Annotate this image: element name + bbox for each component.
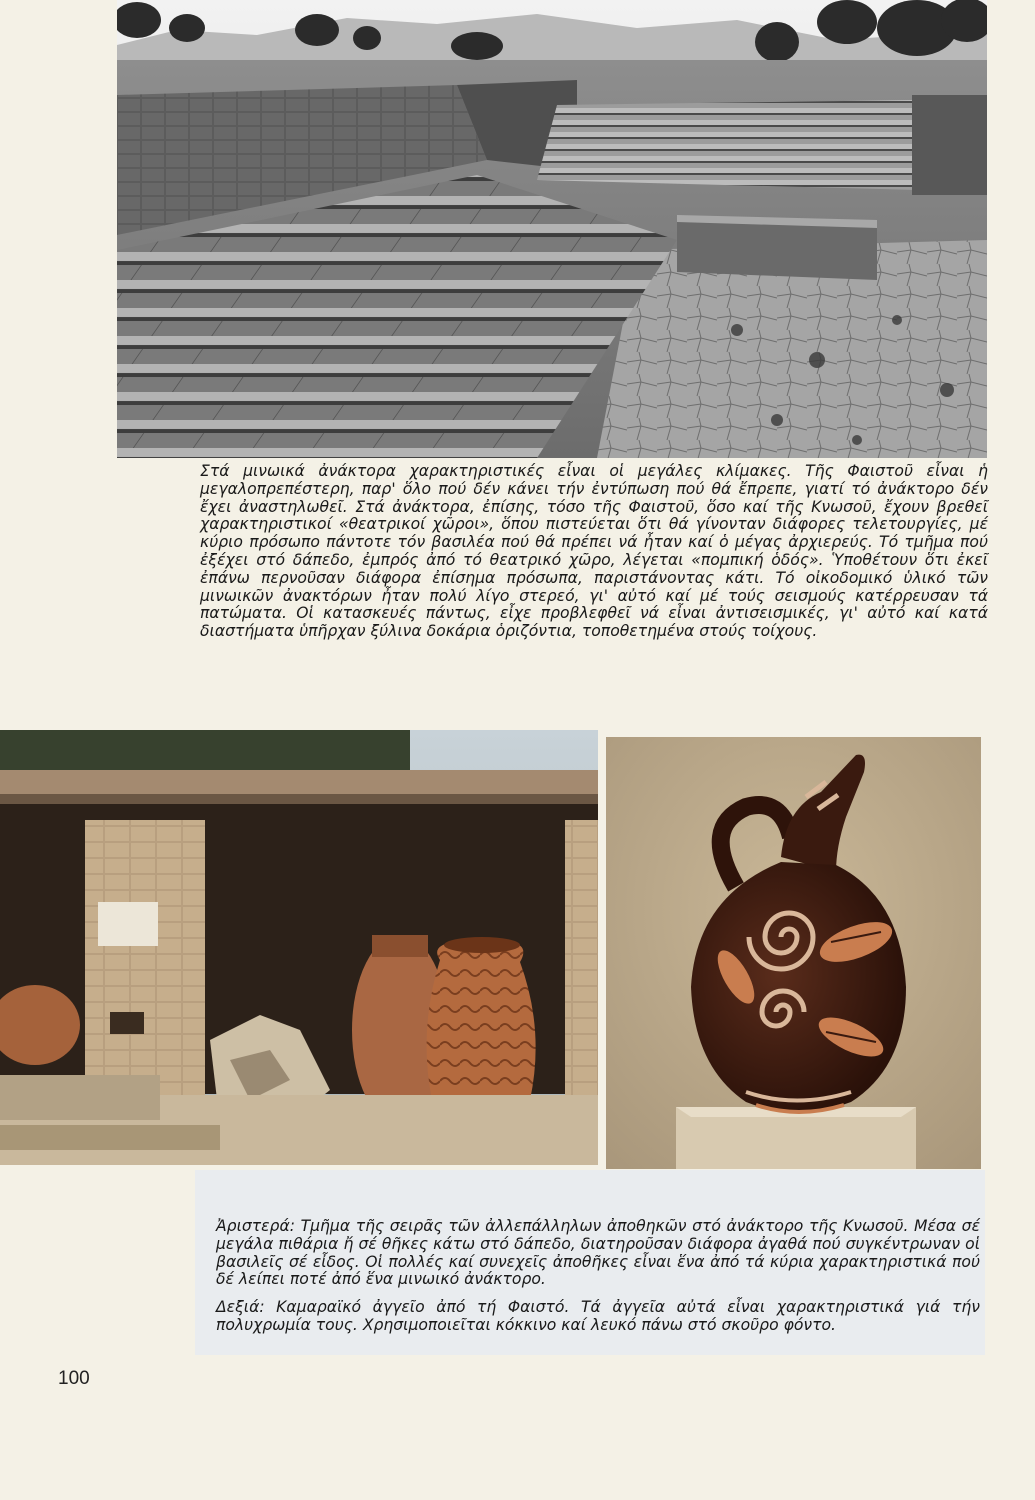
page-number: 100 (58, 1368, 90, 1389)
phaistos-staircase-photo (117, 0, 987, 458)
caption-right-photo: Δεξιά: Καμαραϊκό ἀγγεῖο ἀπό τή Φαιστό. Τά ἀγγεῖα αὐτά εἶναι χαρακτηριστικά γιά τήν πολυχρωμία τους. Χρησιμοποιεῖται κόκκινο καί λευκό πάνω στό σκοῦρο φόντο. (216, 1298, 980, 1334)
top-caption (200, 463, 988, 641)
knossos-storerooms-photo (0, 730, 598, 1165)
top-caption-text: Στά μινωικά ἀνάκτορα χαρακτηριστικές εἶναι οἱ μεγάλες κλίμακες. Τῆς Φαιστοῦ εἶναι ἡ μεγαλοπρεπέστερη, παρ' ὅλο πού δέν κάνει τήν ἐντύπωση πού θά ἔπρεπε, γιατί τό ἀνάκτορο δέν ἔχει ἀναστηλωθεῖ. Στά ἀνάκτορα, ἐπίσης, τόσο τῆς Φαιστοῦ, ὅσο καί τῆς Κνωσοῦ, ἔχουν βρεθεῖ χαρακτηριστικοί «θεατρικοί χῶροι», ὅπου πιστεύεται ὅτι θά γίνονταν διάφορες τελετουργίες, μέ κύριο πρόσωπο πάντοτε τόν βασιλέα πού θά πρέπει νά ἦταν καί ὁ μέγας ἀρχιερεύς. Τό τμῆμα πού ἐξέχει στό δάπεδο, ἐμπρός ἀπό τό θεατρικό χῶρο, λέγεται «πομπική ὁδός». Ὑποθέτουν ὅτι ἐκεῖ ἐπάνω περνοῦσαν διάφορα ἐπίσημα πρόσωπα, παριστάνοντας κάτι. Τό οἰκοδομικό ὑλικό τῶν μινωικῶν ἀνακτόρων ἦταν πολύ λίγο στερεό, γι' αὐτό καί μέ τούς σεισμούς κατέρρευσαν τά πατώματα. Οἱ κατασκευές πάντως, εἶχε προβλεφθεῖ νά εἶναι ἀντισεισμικές, γι' αὐτό καί κατά διαστήματα ὑπῆρχαν ξύλινα δοκάρια ὁριζόντια, τοποθετημένα στούς τοίχους. (200, 462, 988, 641)
kamares-vase-photo (606, 737, 981, 1169)
caption-left-photo: Ἀριστερά: Τμῆμα τῆς σειρᾶς τῶν ἀλλεπάλληλων ἀποθηκῶν στό ἀνάκτορο τῆς Κνωσοῦ. Μέσα σέ μεγάλα πιθάρια ἤ σέ θῆκες κάτω στό δάπεδο, διατηροῦσαν διάφορα ἀγαθά πού συγκέντρωναν οἱ βασιλεῖς σέ εἶδος. Οἱ πολλές καί συνεχεῖς ἀποθῆκες εἶναι ἕνα ἀπό τά κύρια χαρακτηριστικά πού δέ λείπει ποτέ ἀπό ἕνα μινωικό ἀνάκτορο. (216, 1217, 980, 1289)
bottom-caption (216, 1218, 980, 1335)
